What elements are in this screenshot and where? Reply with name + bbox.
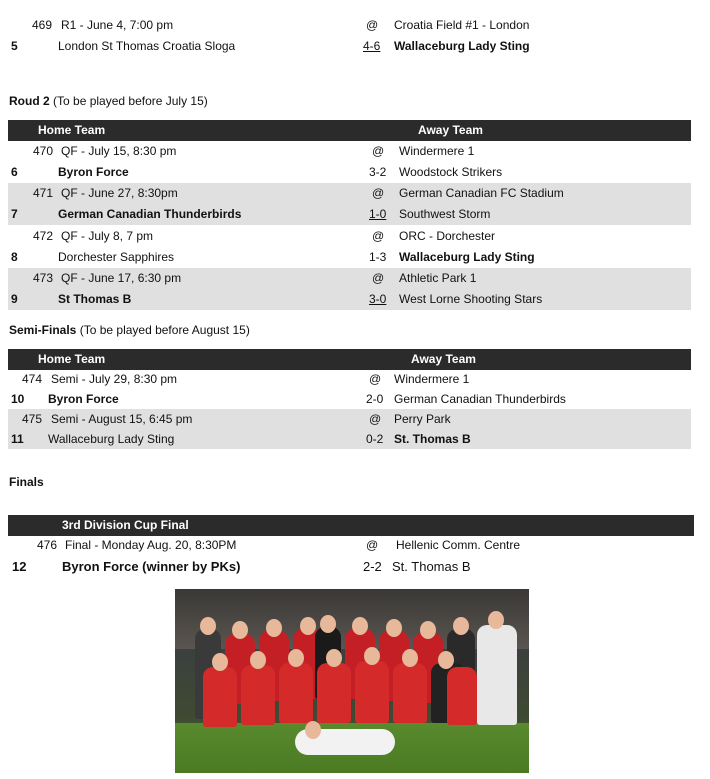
at-symbol: @: [372, 186, 385, 200]
home-team-header: Home Team: [38, 352, 106, 366]
home-team: St Thomas B: [58, 292, 132, 306]
at-symbol: @: [372, 144, 385, 158]
person-head: [300, 617, 316, 635]
row-number: 9: [11, 292, 18, 306]
match-info: QF - July 15, 8:30 pm: [61, 144, 177, 158]
person-head: [352, 617, 368, 635]
row-number: 6: [11, 165, 18, 179]
match-info: Semi - August 15, 6:45 pm: [51, 412, 193, 426]
match-number: 475: [22, 412, 43, 426]
person: [279, 663, 313, 723]
match-info: QF - June 17, 6:30 pm: [61, 271, 182, 285]
match-info: QF - June 27, 8:30pm: [61, 186, 178, 200]
away-team: Wallaceburg Lady Sting: [394, 39, 530, 53]
away-team: German Canadian Thunderbirds: [394, 392, 566, 406]
score: 2-0: [366, 392, 384, 406]
match-info: Final - Monday Aug. 20, 8:30PM: [65, 538, 237, 552]
at-symbol: @: [372, 271, 385, 285]
match-number: 473: [33, 271, 54, 285]
table-header-round-2: [8, 120, 691, 141]
final-header-title: 3rd Division Cup Final: [62, 518, 189, 532]
person-head: [200, 617, 216, 635]
team-photo: [175, 589, 529, 773]
person-head: [438, 651, 454, 669]
section-title-semi-finals: Semi-Finals (To be played before August 15): [9, 323, 250, 337]
away-team: St. Thomas B: [394, 432, 471, 446]
match-number: 470: [33, 144, 54, 158]
at-symbol: @: [366, 18, 379, 32]
at-symbol: @: [369, 372, 382, 386]
row-number: 12: [12, 559, 27, 574]
person: [203, 667, 237, 727]
person-head: [232, 621, 248, 639]
person-head: [402, 649, 418, 667]
away-team: Woodstock Strikers: [399, 165, 503, 179]
away-team: St. Thomas B: [392, 559, 471, 574]
person-head: [320, 615, 336, 633]
match-info: R1 - June 4, 7:00 pm: [61, 18, 174, 32]
row-number: 10: [11, 392, 25, 406]
home-team: Byron Force: [58, 165, 129, 179]
home-team: Dorchester Sapphires: [58, 250, 175, 264]
match-number: 469: [32, 18, 53, 32]
score-link[interactable]: 4-6: [363, 39, 381, 53]
person-head: [288, 649, 304, 667]
venue: Windermere 1: [394, 372, 470, 386]
person: [447, 667, 477, 725]
person-head: [212, 653, 228, 671]
person: [477, 625, 517, 725]
row-number: 5: [11, 39, 18, 53]
away-team-header: Away Team: [411, 352, 476, 366]
at-symbol: @: [369, 412, 382, 426]
away-team-header: Away Team: [418, 123, 483, 137]
at-symbol: @: [366, 538, 379, 552]
at-symbol: @: [372, 229, 385, 243]
match-number: 474: [22, 372, 43, 386]
score-link[interactable]: 1-0: [369, 207, 387, 221]
venue: ORC - Dorchester: [399, 229, 496, 243]
person: [355, 661, 389, 723]
row-number: 7: [11, 207, 18, 221]
person: [317, 663, 351, 723]
person-head: [488, 611, 504, 629]
home-team: German Canadian Thunderbirds: [58, 207, 242, 221]
table-header-finals: [8, 515, 694, 536]
section-title-finals: Finals: [9, 475, 44, 489]
venue: German Canadian FC Stadium: [399, 186, 564, 200]
row-number: 8: [11, 250, 18, 264]
venue: Windermere 1: [399, 144, 475, 158]
match-number: 476: [37, 538, 58, 552]
person-head: [364, 647, 380, 665]
home-team: Byron Force: [48, 392, 119, 406]
venue: Croatia Field #1 - London: [394, 18, 530, 32]
section-title-round-2: Roud 2 (To be played before July 15): [9, 94, 208, 108]
score: 0-2: [366, 432, 384, 446]
score-link[interactable]: 3-0: [369, 292, 387, 306]
venue: Hellenic Comm. Centre: [396, 538, 521, 552]
home-team: London St Thomas Croatia Sloga: [58, 39, 236, 53]
match-number: 472: [33, 229, 54, 243]
match-info: QF - July 8, 7 pm: [61, 229, 154, 243]
person-head: [420, 621, 436, 639]
home-team: Byron Force (winner by PKs): [62, 559, 241, 574]
home-team: Wallaceburg Lady Sting: [48, 432, 175, 446]
away-team: West Lorne Shooting Stars: [399, 292, 543, 306]
table-header-semi-finals: [8, 349, 691, 370]
person-head: [453, 617, 469, 635]
person-head: [250, 651, 266, 669]
venue: Athletic Park 1: [399, 271, 477, 285]
score: 2-2: [363, 559, 382, 574]
home-team-header: Home Team: [38, 123, 106, 137]
score: 1-3: [369, 250, 387, 264]
match-info: Semi - July 29, 8:30 pm: [51, 372, 178, 386]
person: [241, 665, 275, 725]
person-head: [266, 619, 282, 637]
away-team: Wallaceburg Lady Sting: [399, 250, 535, 264]
venue: Perry Park: [394, 412, 451, 426]
away-team: Southwest Storm: [399, 207, 491, 221]
score: 3-2: [369, 165, 387, 179]
row-number: 11: [11, 432, 24, 446]
person-head: [326, 649, 342, 667]
person-head: [386, 619, 402, 637]
person: [393, 663, 427, 723]
match-number: 471: [33, 186, 54, 200]
person-head: [305, 721, 321, 739]
